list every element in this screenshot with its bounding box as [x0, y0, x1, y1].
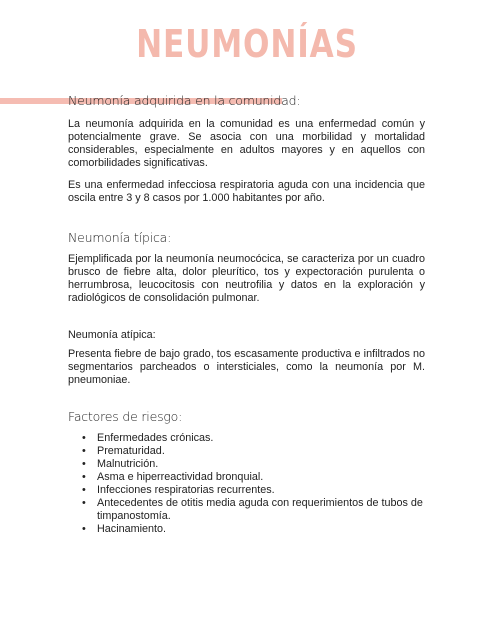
page-title: NEUMONÍAS — [136, 22, 358, 66]
paragraph-tipica: Ejemplificada por la neumonía neumocócica, se caracteriza por un cuadro brusco de fiebre alta, dolor pleurítico, tos y expectoración purulenta o herrumbrosa, leucocitosis con neutrofilia y datos en la exploración y radiológicos de consolidación pulmonar. — [68, 253, 425, 304]
list-item: • Infecciones respiratorias recurrentes. — [68, 484, 428, 497]
list-item: • Asma e hiperreactividad bronquial. — [68, 471, 428, 484]
heading-tipica: Neumonía típica: — [68, 230, 172, 245]
risk-factor-list — [68, 432, 428, 536]
list-item: • Prematuridad. — [68, 445, 428, 458]
list-item: • Enfermedades crónicas. — [68, 432, 428, 445]
list-item: • Antecedentes de otitis media aguda con requerimientos de tubos de timpanostomía. — [68, 497, 428, 523]
heading-comunidad: Neumonía adquirida en la comunidad: — [68, 93, 301, 108]
paragraph-comunidad-2: Es una enfermedad infecciosa respiratoria aguda con una incidencia que oscila entre 3 y 8 casos por 1.000 habitantes por año. — [68, 179, 425, 204]
heading-riesgo: Factores de riesgo: — [68, 409, 183, 424]
heading-atipica: Neumonía atípica: — [68, 329, 156, 341]
list-item: • Malnutrición. — [68, 458, 428, 471]
paragraph-atipica: Presenta fiebre de bajo grado, tos escasamente productiva e infiltrados no segmentarios parcheados o intersticiales, como la neumonía por M. pneumoniae. — [68, 348, 425, 386]
list-item: • Hacinamiento. — [68, 523, 428, 536]
paragraph-comunidad-1: La neumonía adquirida en la comunidad es una enfermedad común y potencialmente grave. Se asocia con una morbilidad y mortalidad considerables, especialmente en adultos mayores y en aquellos con comorbilidades significativas. — [68, 118, 425, 169]
